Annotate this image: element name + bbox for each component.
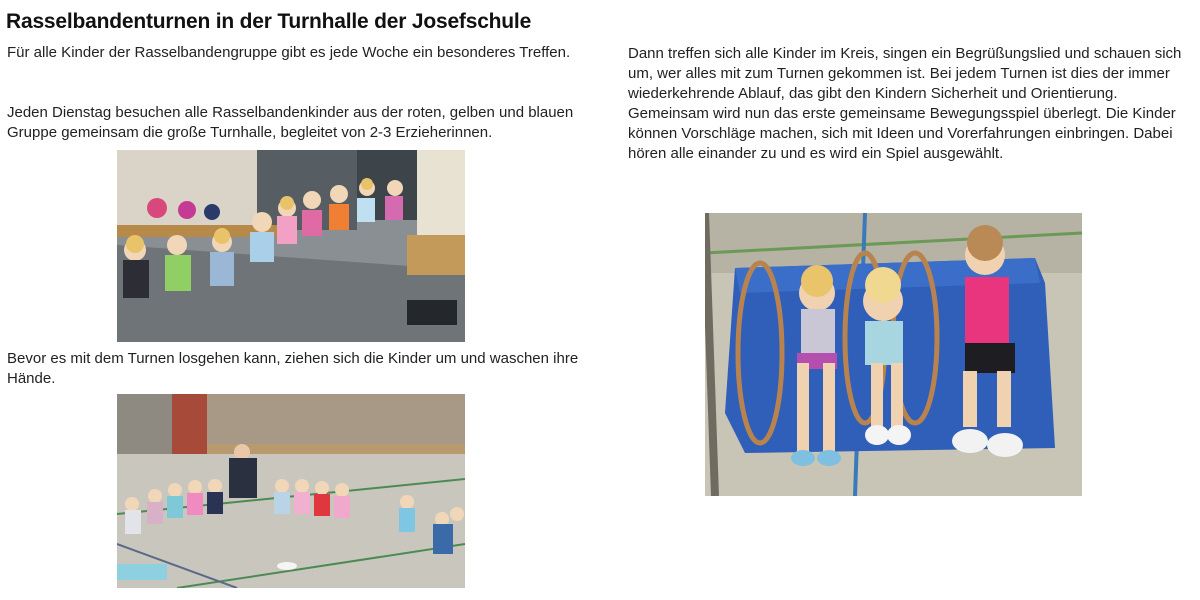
page-title: Rasselbandenturnen in der Turnhalle der Josefschule	[6, 10, 532, 33]
tuesday-paragraph: Jeden Dienstag besuchen alle Rasselbandenkinder aus der roten, gelben und blauen Gruppe gemeinsam die große Turnhalle, begleitet von 2-3 Erzieherinnen.	[7, 104, 574, 141]
circle-paragraph: Dann treffen sich alle Kinder im Kreis, singen ein Begrüßungslied und schauen sich um, wer alles mit zum Turnen gekommen ist. Bei jedem Turnen ist dies der immer wiederkehrende Ablauf, das gibt den Kindern Sicherheit und Orientierung. Gemeinsam wird nun das erste gemeinsame Bewegungsspiel überlegt. Die Kinder können Vorschläge machen, sich mit Ideen und Vorerfahrungen einbringen. Dabei hören alle einander zu und es wird ein Spiel ausgewählt.	[628, 45, 1182, 162]
kids-on-mat-photo	[705, 213, 1082, 496]
kids-circle-photo	[117, 394, 465, 588]
kids-on-bench-photo	[117, 150, 465, 342]
changing-paragraph: Bevor es mit dem Turnen losgehen kann, ziehen sich die Kinder um und waschen ihre Hände.	[7, 350, 579, 387]
intro-paragraph: Für alle Kinder der Rasselbandengruppe gibt es jede Woche ein besonderes Treffen.	[7, 44, 571, 61]
